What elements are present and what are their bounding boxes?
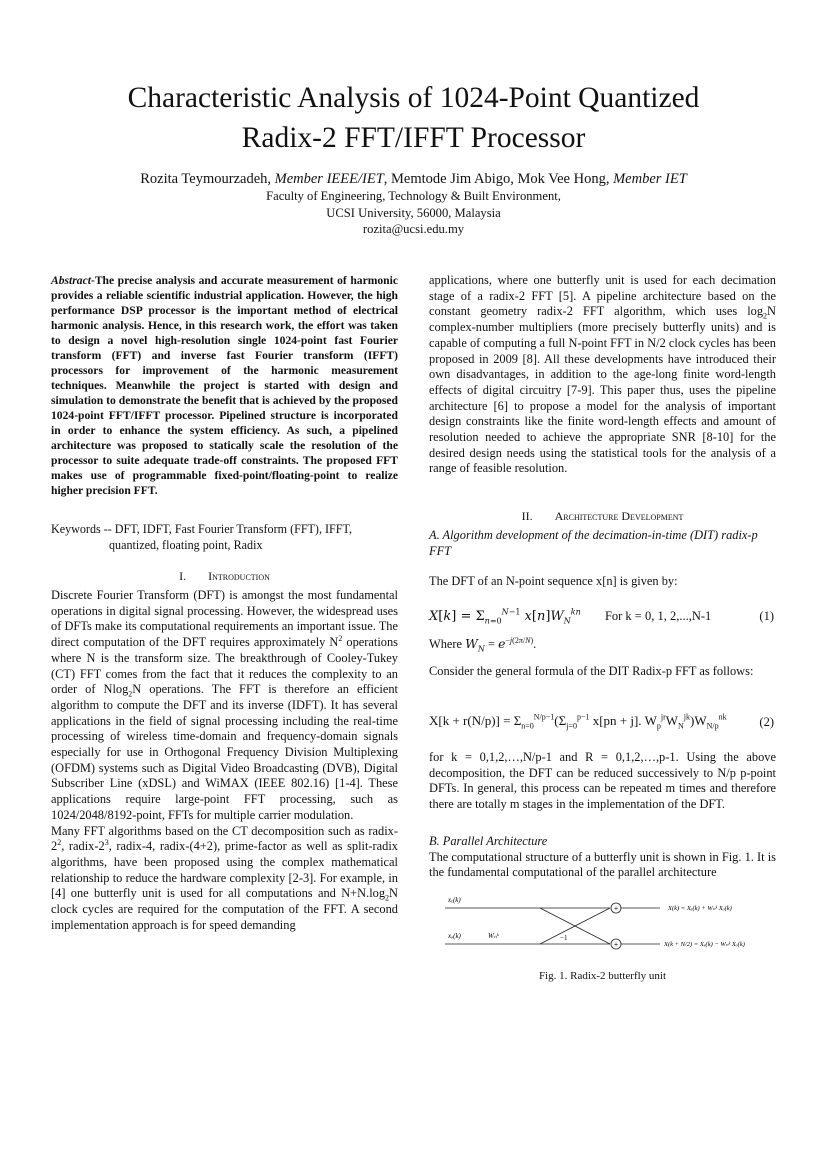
label-xe: xₑ(k) (448, 896, 461, 904)
abstract-body: The precise analysis and accurate measurement of harmonic provides a reliable scientific industrial application. However, the high performance DSP processor is the important method of electrical harmonic analysis. Hence, in this research work, the effort was taken to design a novel high-resolution single 1024-point fast Fourier transform (FFT) and inverse fast Fourier transform (IFFT) processors for improvement of the harmonic measurement techniques. Meanwhile the project is started with design and simulation to demonstrate the benefit that is achieved by the proposed 1024-point FFT/IFFT processor. Pipelined structure is incorporated in order to enhance the system efficiency. As such, a pipelined architecture was proposed to statically scale the resolution of the processor to suite adequate trade-off constraints. The proposed FFT makes use of programmable fixed-point/floating-point to realize higher precision FFT. (51, 274, 398, 497)
consider-text: Consider the general formula of the DIT Radix-p FFT as follows: (429, 664, 754, 678)
keywords-rest: quantized, floating point, Radix (109, 537, 263, 552)
subsection-a-title: A. Algorithm development of the decimation-in-time (DIT) radix-p FFT (429, 528, 758, 558)
abstract-lead: Abstract- (51, 274, 95, 287)
author-list (40, 170, 787, 188)
right-column (429, 273, 776, 477)
author-1: Rozita Teymourzadeh, (140, 171, 275, 187)
intro-paragraph-2: Many FFT algorithms based on the CT decomposition such as radix-$2^2$, radix-$2^3$, radix-4, radix-(4+2), prime-factor as well as split-radix algorithms, have been proposed using the complex mathematical relationship to reduce the hardware complexity [2-3]. For example, in [4] one butterfly unit is used for all computations and $N+N.\log_2N$ clock cycles are required for the computation of the FFT. A second implementation approach is for speed demanding (51, 823, 398, 932)
paper-title (40, 78, 787, 158)
svg-text:+: + (613, 904, 619, 913)
right-paragraph-1: applications, where one butterfly unit is used for each decimation stage of a radix-2 FFT [5]. A pipeline architecture based on the constant geometry radix-2 FFT algorithm, which uses $\log_2N$ complex-number multipliers (more precisely butterfly units) and is capable of computing a full N-point FFT in N/2 clock cycles has been proposed in 2009 [8]. All these developments have introduced their own disadvantages, in addition to the age-long finite word-length effects of digital circuitry [7-9]. This paper thus, uses the pipeline architecture [6] to propose a model for the analysis of important design constraints like the finite word-length effects and amount of resolution needed to achieve the appropriate SNR [8-10] for the desired design needs using the statistical tools for the analysis of a range of feasible resolution. (429, 273, 776, 476)
where-line: Where $W_N = e^{-j(2\pi/N)}$. (429, 635, 537, 654)
label-twiddle: Wₙᵏ (488, 932, 499, 940)
title-line-2: Radix-2 FFT/IFFT Processor (241, 122, 586, 154)
dft-intro: The DFT of an N-point sequence x[n] is given by: (429, 574, 678, 589)
label-minus-one: −1 (560, 934, 568, 942)
output-1: X(k) = Xₑ(k) + Wₙᵏ Xₒ(k) (668, 905, 732, 912)
keywords-lead: Keywords -- DFT, IDFT, Fast Fourier Transform (FFT), IFFT, (51, 522, 352, 536)
output-2: X(k + N/2) = Xₑ(k) − Wₙᵏ Xₒ(k) (664, 941, 745, 948)
section-name: Introduction (208, 569, 270, 583)
section-heading-introduction (51, 569, 398, 584)
introduction-text (51, 588, 398, 933)
author-email: rozita@ucsi.edu.my (362, 222, 465, 236)
butterfly-diagram (440, 888, 780, 964)
decomposition-text: for k = 0,1,2,…,N/p-1 and R = 0,1,2,…,p-1. Using the above decomposition, the DFT can be reduced successively to N/p p-point DFTs. In general, this process can be repeated m times and therefore there are totally m stages in the implementation of the DFT. (429, 750, 776, 812)
label-xo: xₒ(k) (448, 932, 461, 940)
affiliation-line-2: UCSI University, 56000, Malaysia (326, 205, 501, 220)
parallel-text: The computational structure of a butterfly unit is shown in Fig. 1. It is the fundamental computational of the parallel architecture (429, 849, 776, 880)
equation-1: $X[k] = \Sigma_{n=0}^{N-1}$ $x[n]W_N^{kn}$ For k = 0, 1, 2,...,N-1 (1) (429, 607, 774, 626)
keywords (51, 522, 398, 553)
subsection-b-title: B. Parallel Architecture (429, 834, 548, 848)
author-2-3: , Memtode Jim Abigo, Mok Vee Hong, (383, 171, 614, 187)
subsection-a (429, 528, 776, 590)
section-heading-architecture: II. Architecture Development (521, 509, 684, 523)
title-line-1: Characteristic Analysis of 1024-Point Quantized (127, 82, 700, 114)
figure-caption: Fig. 1. Radix-2 butterfly unit (538, 970, 667, 982)
section-number: I. (179, 569, 187, 583)
intro-paragraph-1: Discrete Fourier Transform (DFT) is amongst the most fundamental operations in digital signal processing. However, the widespread uses of DFTs make its computational requirements an important issue. The direct computation of the DFT requires approximately $N^2$ operations where N is the transform size. The breakthrough of Cooley-Tukey (CT) FFT comes from the fact that it reduces the complexity to an order of Nlog$_2$N operations. The FFT is therefore an efficient algorithm to compute the DFT and its inverse (IDFT). It has several applications in the field of signal processing including the real-time processing of wireless time-domain and frequency-domain signals especially for use in Orthogonal Frequency Division Multiplexing (OFDM) systems such as Digital Video Broadcasting (DVB), Digital Subscriber Line (xDSL) and WiMAX (IEEE 802.16) [1-4]. These applications require large-point FFT processing, such as 1024/2048/8192-point, FFTs for multiple carrier modulation. (51, 588, 398, 822)
author-3-role: Member IET (613, 171, 687, 187)
affiliation (40, 188, 787, 238)
svg-text:+: + (613, 940, 619, 949)
abstract (51, 273, 398, 498)
subsection-b (429, 834, 776, 881)
equation-2: $X[k + r(N/p)] = \Sigma_{n=0}^{N/p-1}(\Sigma_{j=0}^{p-1}$ x[pn + j]. $W_p^{jr}W_N^{jk})W_{N/p}^{nk}$ (2) (429, 712, 774, 731)
author-1-role: Member IEEE/IET (274, 171, 384, 187)
affiliation-line-1: Faculty of Engineering, Technology & Built Environment, (266, 189, 561, 203)
